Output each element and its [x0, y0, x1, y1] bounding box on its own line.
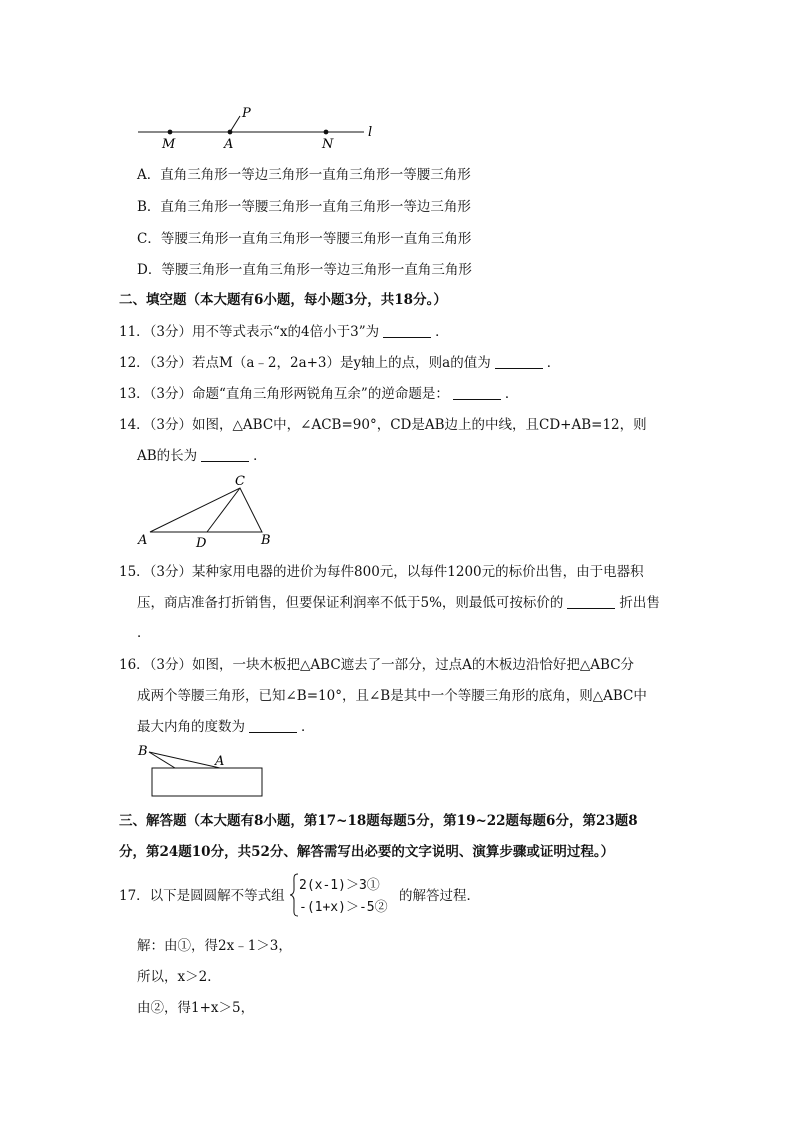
- label-b: B: [261, 533, 271, 548]
- q16-line3-text: 最大内角的度数为: [137, 719, 245, 735]
- label-m: M: [162, 137, 176, 152]
- brace-icon: [289, 872, 299, 918]
- q14-blank: [201, 447, 249, 462]
- q13-end: ．: [504, 386, 519, 402]
- section-2-heading: 二、填空题（本大题有6小题，每小题3分，共18分。）: [119, 292, 447, 308]
- inequality-1: 2(x-1)＞3①: [299, 878, 380, 893]
- q13-text: 13．（3分）命题“直角三角形两锐角互余”的逆命题是：: [119, 386, 449, 402]
- option-a: A．直角三角形一等边三角形一直角三角形一等腰三角形: [137, 167, 471, 183]
- solution-line-2: 所以，x＞2．: [137, 969, 221, 985]
- question-15-line2: [137, 594, 660, 612]
- q15-line2-text: 压，商店准备打折销售，但要保证利润率不低于5%，则最低可按标价的: [137, 595, 564, 611]
- question-11: [119, 323, 449, 341]
- question-12: [119, 354, 560, 372]
- label-a: A: [224, 137, 234, 152]
- q11-blank: [383, 323, 431, 338]
- label-p: P: [242, 106, 251, 121]
- option-c: C．等腰三角形一直角三角形一等腰三角形一直角三角形: [137, 231, 472, 247]
- q11-end: ．: [435, 324, 449, 340]
- section-3-heading-line2: 分，第24题10分，共52分、解答需写出必要的文字说明、演算步骤或证明过程。）: [119, 844, 615, 860]
- question-14-line2: [137, 447, 267, 465]
- q15-line2-end: 折出售: [619, 595, 660, 611]
- question-14-line1: 14．（3分）如图，△ABC中，∠ACB=90°，CD是AB边上的中线，且CD+AB=12，则: [119, 417, 647, 433]
- q14-end: ．: [253, 448, 267, 464]
- option-d: D．等腰三角形一直角三角形一等边三角形一直角三角形: [137, 262, 472, 278]
- q11-text: 11．（3分）用不等式表示“x的4倍小于3”为: [119, 324, 380, 340]
- label-c: C: [235, 474, 245, 489]
- q15-blank: [567, 594, 615, 609]
- inequality-2: -(1+x)＞-5②: [299, 900, 388, 915]
- solution-line-3: 由②，得1+x＞5，: [137, 1000, 255, 1016]
- question-16-line1: 16．（3分）如图，一块木板把△ABC遮去了一部分，过点A的木板边沿恰好把△ABC分: [119, 657, 635, 673]
- label-a: A: [215, 754, 225, 769]
- label-d: D: [196, 536, 207, 550]
- board-figure: [135, 740, 270, 800]
- label-b: B: [138, 744, 148, 759]
- label-a: A: [138, 533, 148, 548]
- solution-line-1: 解：由①，得2x﹣1＞3，: [137, 938, 292, 954]
- question-16-line3: [137, 718, 315, 736]
- q16-blank: [249, 718, 297, 733]
- question-15-line3: ．: [137, 625, 151, 641]
- question-16-line2: 成两个等腰三角形，已知∠B=10°，且∠B是其中一个等腰三角形的底角，则△ABC中: [137, 688, 647, 704]
- triangle-figure: [135, 472, 280, 550]
- q16-end: ．: [301, 719, 315, 735]
- section-3-heading-line1: 三、解答题（本大题有8小题，第17~18题每题5分，第19~22题每题6分，第23题8: [119, 813, 638, 829]
- q13-blank: [453, 385, 501, 400]
- q12-text: 12．（3分）若点M（a﹣2，2a+3）是y轴上的点，则a的值为: [119, 355, 491, 371]
- label-n: N: [322, 137, 334, 152]
- q12-end: ．: [546, 355, 561, 371]
- line-figure: [130, 100, 390, 152]
- question-15-line1: 15．（3分）某种家用电器的进价为每件800元，以每件1200元的标价出售，由于电器积: [119, 564, 644, 580]
- question-17-prefix: 17．以下是圆圆解不等式组: [119, 888, 285, 904]
- q12-blank: [495, 354, 543, 369]
- q14-line2-text: AB的长为: [137, 448, 198, 464]
- question-13: [119, 385, 518, 403]
- label-l: l: [368, 125, 373, 140]
- question-17-suffix: 的解答过程．: [399, 888, 480, 904]
- inequality-system: [289, 872, 399, 918]
- option-b: B．直角三角形一等腰三角形一直角三角形一等边三角形: [137, 199, 471, 215]
